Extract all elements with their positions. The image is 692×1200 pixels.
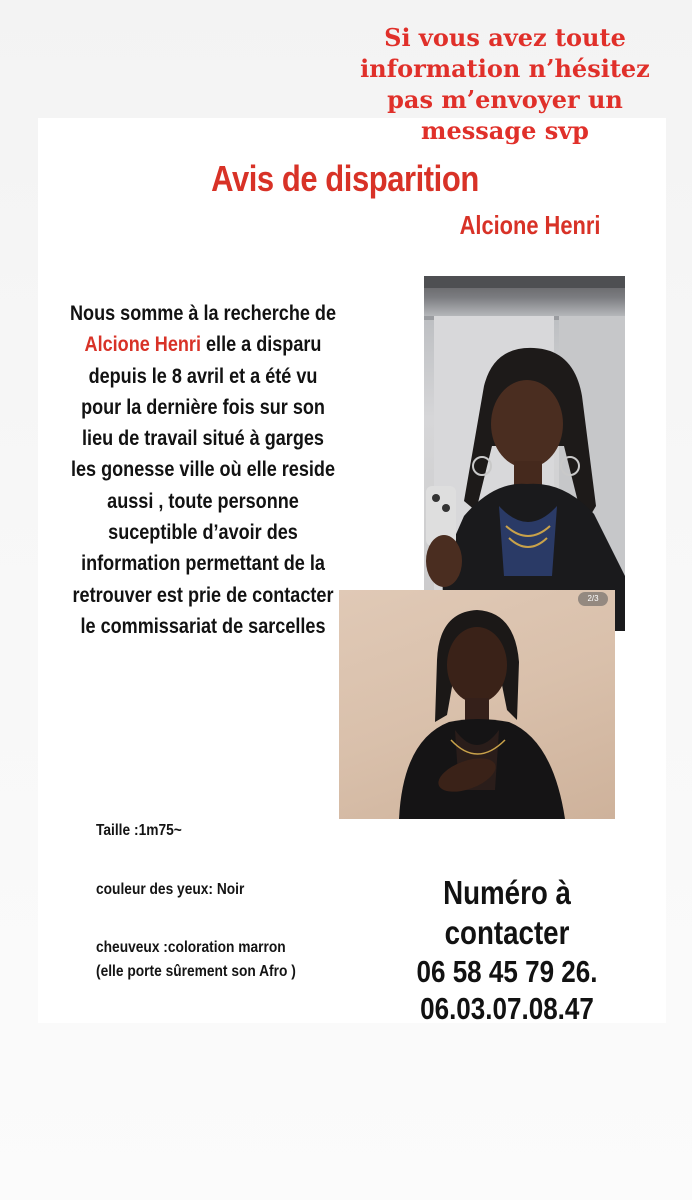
- detail-height: Taille :1m75~: [96, 822, 182, 839]
- photo-mirror-selfie: [424, 276, 625, 631]
- overlay-message: [340, 22, 670, 146]
- photo-studio-portrait: [339, 590, 615, 819]
- contact-heading: Numéro à contacter: [443, 874, 571, 951]
- story-text-start: Nous somme à la recherche de: [69, 302, 337, 325]
- portrait-illustration: [424, 276, 625, 631]
- overlay-message-line: information n’hésitez: [360, 54, 650, 83]
- story-name-highlight: Alcione Henri: [84, 333, 201, 357]
- detail-hair-note: (elle porte sûrement son Afro ): [96, 963, 296, 980]
- contact-phone: 06.03.07.08.47: [420, 991, 594, 1026]
- story-text-end: elle a disparu depuis le 8 avril et a été vu pour la dernière fois sur son lieu de travail situé à garges les gonesse ville où elle reside aussi , toute personne suceptible d’avoir des information permettant de la retrouver est prie de contacter le commissariat de sarcelles: [70, 333, 335, 638]
- missing-person-name: Alcione Henri: [459, 210, 601, 240]
- poster-title: Avis de disparition: [211, 158, 479, 199]
- overlay-message-line: Si vous avez toute: [384, 23, 626, 52]
- overlay-message-line: message svp: [421, 116, 589, 145]
- overlay-message-line: pas m’envoyer un: [387, 85, 623, 114]
- photo-counter-badge: 2/3: [578, 592, 608, 606]
- contact-phone: 06 58 45 79 26.: [416, 954, 598, 989]
- detail-hair: cheuveux :coloration marron: [96, 939, 286, 956]
- portrait-illustration: [339, 590, 615, 819]
- story-paragraph: [68, 298, 338, 642]
- contact-block: [394, 873, 621, 1027]
- detail-eyes: couleur des yeux: Noir: [96, 881, 245, 898]
